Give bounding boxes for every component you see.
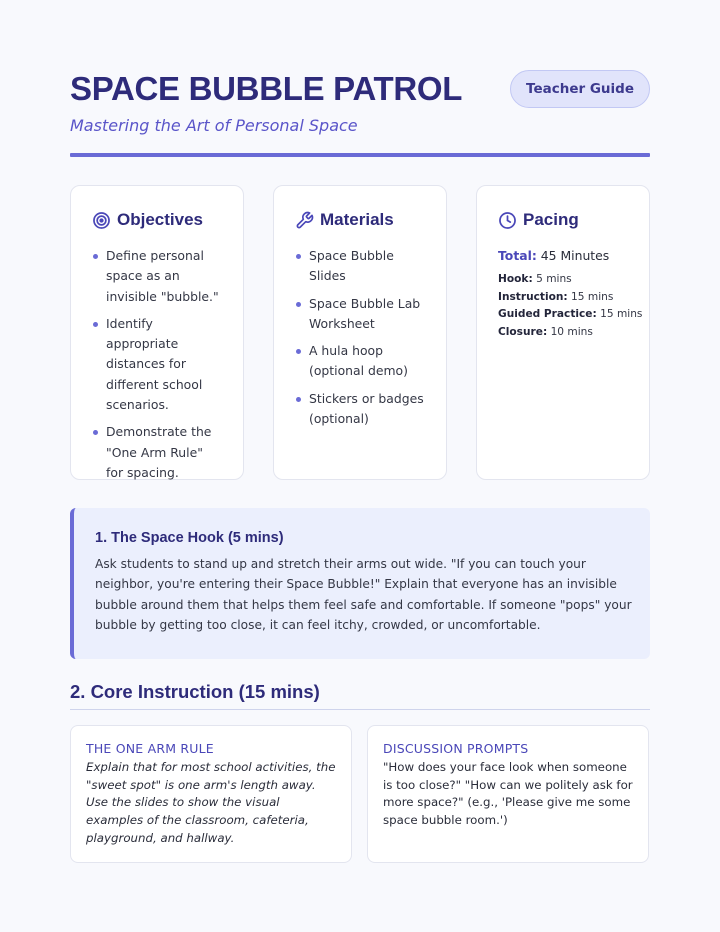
- objectives-title: Objectives: [117, 210, 203, 229]
- list-item: Identify appropriate distances for different school scenarios.: [92, 314, 223, 415]
- page-subtitle: Mastering the Art of Personal Space: [70, 116, 358, 135]
- wrench-icon: [295, 211, 314, 230]
- objectives-card: [70, 185, 244, 480]
- pacing-total: [498, 246, 629, 266]
- overview-cards: [70, 185, 650, 480]
- materials-title: Materials: [320, 210, 394, 229]
- pacing-total-label: Total:: [498, 248, 537, 263]
- pacing-row-instruction: [498, 289, 629, 307]
- pacing-row-label: Closure:: [498, 326, 548, 339]
- header: [70, 0, 650, 156]
- objectives-list: [92, 246, 223, 483]
- one-arm-rule-text: Explain that for most school activities, the "sweet spot" is one arm's length away. Use the slides to show the visual examples of the classroom, cafeteria, playground, and hallway.: [86, 760, 336, 845]
- list-item: Stickers or badges (optional): [295, 389, 426, 430]
- list-item: Space Bubble Slides: [295, 246, 426, 287]
- list-item: Define personal space as an invisible "bubble.": [92, 246, 223, 307]
- pacing-row-label: Instruction:: [498, 290, 568, 303]
- pacing-card: [476, 185, 650, 480]
- pacing-row-guided-practice: [498, 306, 643, 324]
- one-arm-rule-title: THE ONE ARM RULE: [86, 741, 214, 756]
- page-title: SPACE BUBBLE PATROL: [70, 70, 463, 107]
- core-instruction-title: 2. Core Instruction (15 mins): [70, 681, 320, 702]
- materials-card: [273, 185, 447, 480]
- list-item: A hula hoop (optional demo): [295, 341, 426, 382]
- objectives-header: [92, 208, 223, 232]
- list-item: Demonstrate the "One Arm Rule" for spacing.: [92, 422, 223, 483]
- list-item: Space Bubble Lab Worksheet: [295, 294, 426, 335]
- one-arm-rule-card: [70, 725, 352, 863]
- pacing-row-label: Guided Practice:: [498, 308, 597, 321]
- pacing-row-value: 15 mins: [571, 290, 614, 303]
- space-hook-section: [70, 508, 650, 659]
- pacing-row-closure: [498, 324, 629, 342]
- header-divider: [70, 153, 650, 157]
- target-icon: [92, 211, 111, 230]
- materials-header: [295, 208, 426, 232]
- core-instruction-divider: [70, 709, 650, 710]
- pacing-title: Pacing: [523, 210, 579, 229]
- pacing-row-value: 15 mins: [600, 308, 643, 321]
- pacing-row-label: Hook:: [498, 273, 533, 285]
- pacing-row-value: 5 mins: [536, 273, 572, 285]
- pacing-row-hook: [498, 271, 629, 289]
- materials-list: [295, 246, 426, 429]
- discussion-prompts-title: DISCUSSION PROMPTS: [383, 741, 529, 756]
- pacing-row-value: 10 mins: [550, 326, 593, 339]
- lesson-plan-page: [70, 0, 650, 845]
- discussion-prompts-card: [367, 725, 649, 863]
- space-hook-title: 1. The Space Hook (5 mins): [95, 530, 284, 546]
- teacher-guide-badge: Teacher Guide: [510, 70, 650, 108]
- clock-icon: [498, 211, 517, 230]
- pacing-header: [498, 208, 629, 232]
- pacing-total-value: 45 Minutes: [540, 248, 610, 263]
- discussion-prompts-text: "How does your face look when someone is too close?" "How can we politely ask for more space?" (e.g., 'Please give me some space bubble room.'): [383, 760, 633, 828]
- space-hook-text: Ask students to stand up and stretch their arms out wide. "If you can touch your neighbor, you're entering their Space Bubble!" Explain that everyone has an invisible bubble around them that helps them feel safe and comfortable. If someone "pops" your bubble by getting too close, it can feel itchy, crowded, or uncomfortable.: [95, 557, 632, 632]
